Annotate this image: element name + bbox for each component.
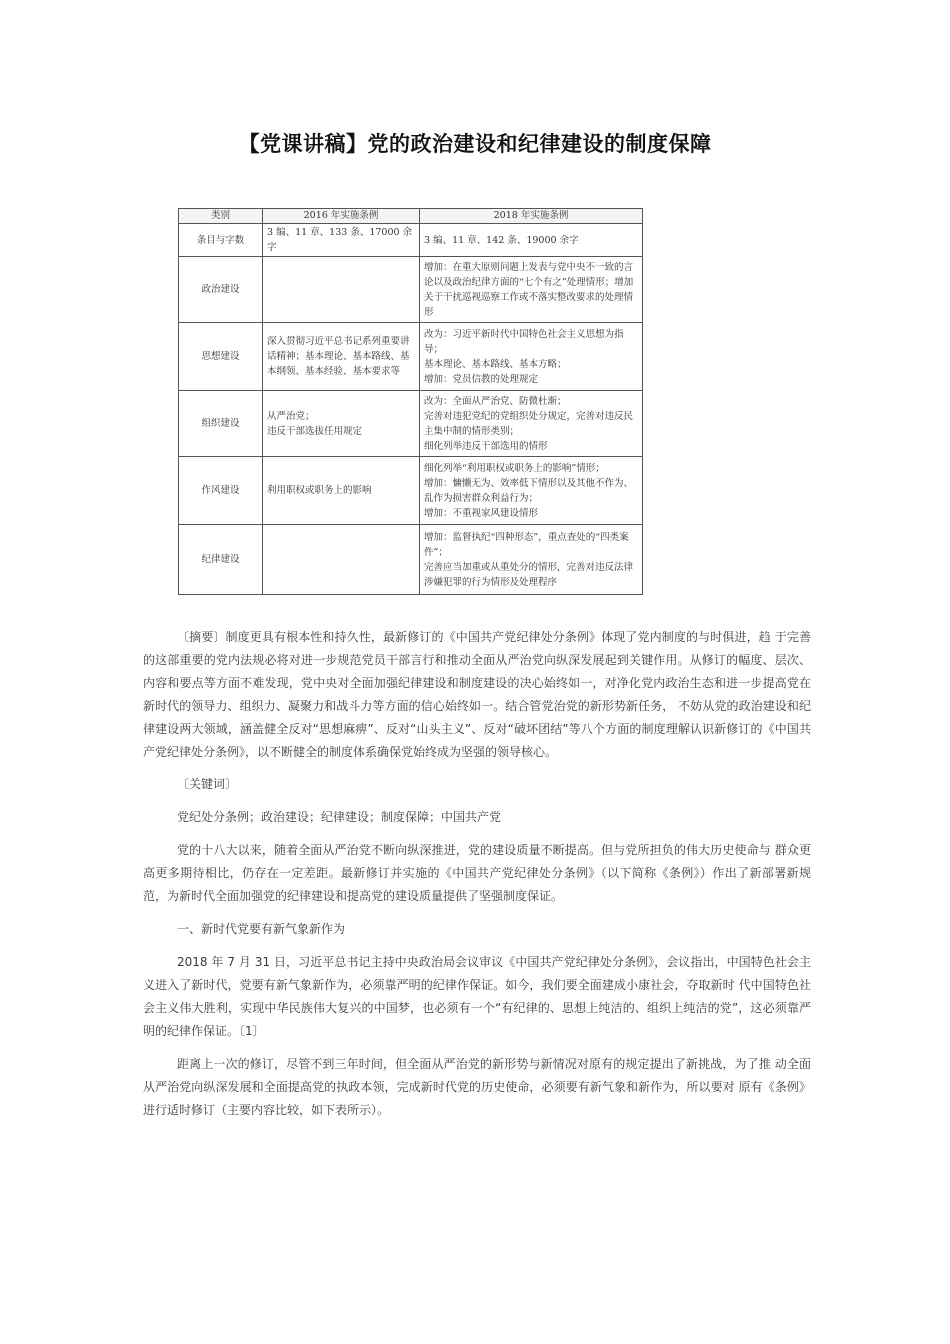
cell-line: 增加：不重视家风建设情形: [424, 507, 539, 519]
cell-line: 改为：习近平新时代中国特色社会主义思想为指导；: [424, 328, 624, 355]
cell-2016: [263, 525, 420, 595]
cell-line: 3 编、11 章、142 条、19000 余字: [424, 234, 579, 246]
cell-line: 改为：全面从严治党、防微杜渐；: [424, 395, 567, 407]
table-row: [179, 457, 643, 525]
category-cell: 作风建设: [179, 457, 263, 525]
comparison-table-figure: [178, 208, 642, 595]
header-2018: 2018 年实施条例: [420, 209, 643, 224]
table-row: [179, 224, 643, 257]
cell-2016: [263, 391, 420, 457]
cell-line: 增加：党员信教的处理规定: [424, 373, 539, 385]
table-row: [179, 525, 643, 595]
cell-line: 增加：在重大原则问题上发表与党中央不一致的言论以及政治纪律方面的“七个有之”处理情形；增加关于干扰巡视巡察工作或不落实整改要求的处理情形: [424, 261, 634, 318]
cell-line: 3 编、11 章、133 条、17000 余字: [267, 227, 413, 253]
cell-2018: [420, 257, 643, 323]
keywords-list: 党纪处分条例；政治建设；纪律建设；制度保障；中国共产党: [177, 810, 502, 824]
cell-2016: [263, 323, 420, 391]
cell-2016: [263, 224, 420, 257]
table-row: [179, 257, 643, 323]
cell-line: 深入贯彻习近平总书记系列重要讲话精神；基本理论、基本路线、基本纲领、基本经验、基本要求等: [267, 336, 410, 377]
table-row: [179, 323, 643, 391]
cell-line: 增加：监督执纪“四种形态”，重点查处的“四类案件”；: [424, 531, 629, 558]
category-cell: 条目与字数: [179, 224, 263, 257]
comparison-table: [178, 208, 643, 595]
cell-line: 从严治党；: [267, 410, 315, 422]
revision-paragraph: 距离上一次的修订，尽管不到三年时间，但全面从严治党的新形势与新情况对原有的规定提出了新挑战，为了推 动全面从严治党向纵深发展和全面提高党的执政本领，完成新时代党的历史使命，必须要有新气象和新作为，所以要对 原有《条例》进行适时修订（主要内容比较，如下表所示）。: [143, 1057, 811, 1117]
category-cell: 政治建设: [179, 257, 263, 323]
category-cell: 纪律建设: [179, 525, 263, 595]
cell-line: 违反干部选拔任用规定: [267, 425, 363, 437]
cell-line: 利用职权或职务上的影响: [267, 485, 372, 496]
cell-line: 完善对违犯党纪的党组织处分规定，完善对违反民主集中制的情形类别；: [424, 410, 634, 437]
cell-2018: [420, 224, 643, 257]
table-row: [179, 391, 643, 457]
intro-paragraph: 党的十八大以来，随着全面从严治党不断向纵深推进，党的建设质量不断提高。但与党所担负的伟大历史使命与 群众更高更多期待相比，仍存在一定差距。最新修订并实施的《中国共产党纪律处分条例》（以下简称《条例》）作出了新部署新规范，为新时代全面加强党的纪律建设和提高党的建设质量提供了坚强制度保证。: [143, 843, 811, 903]
category-cell: 组织建设: [179, 391, 263, 457]
table-header-row: [179, 209, 643, 224]
meeting-paragraph: 2018 年 7 月 31 日，习近平总书记主持中央政治局会议审议《中国共产党纪律处分条例》，会议指出，中国特色社会主义进入了新时代，党要有新气象新作为，必须靠严明的纪律作保证。如今，我们要全面建成小康社会，夺取新时 代中国特色社会主义伟大胜利，实现中华民族伟大复兴的中国梦，也必须有一个“有纪律的、思想上纯洁的、组织上纯洁的党”，这必须靠严明的纪律作保证。〔1〕: [143, 955, 811, 1038]
cell-2018: [420, 457, 643, 525]
cell-2016: [263, 257, 420, 323]
cell-2016: [263, 457, 420, 525]
cell-line: 完善应当加重或从重处分的情形，完善对违反法律涉嫌犯罪的行为情形及处理程序: [424, 561, 634, 588]
cell-2018: [420, 525, 643, 595]
keywords-heading: 〔关键词〕: [177, 777, 238, 791]
abstract-paragraph: 〔摘要〕制度更具有根本性和持久性，最新修订的《中国共产党纪律处分条例》体现了党内制度的与时俱进，趋 于完善的这部重要的党内法规必将对进一步规范党员干部言行和推动全面从严治党向纵深发展起到关键作用。从修订的幅度、层次、内容和要点等方面不难发现，党中央对全面加强纪律建设和制度建设的决心始终如一，对净化党内政治生态和进一步提高党在新时代的领导力、组织力、凝聚力和战斗力等方面的信心始终如一。结合管党治党的新形势新任务， 不妨从党的政治建设和纪律建设两大领域，涵盖健全反对“思想麻痹”、反对“山头主义”、反对“破坏团结”等八个方面的制度理解认识新修订的《中国共产党纪律处分条例》，以不断健全的制度体系确保党始终成为坚强的领导核心。: [143, 630, 811, 759]
cell-line: 细化列举违反干部选用的情形: [424, 440, 548, 452]
cell-line: 基本理论、基本路线、基本方略；: [424, 358, 567, 370]
header-2016: 2016 年实施条例: [263, 209, 420, 224]
category-cell: 思想建设: [179, 323, 263, 391]
header-category: 类别: [179, 209, 263, 224]
section-heading-1: 一、新时代党要有新气象新作为: [177, 922, 346, 936]
cell-2018: [420, 391, 643, 457]
cell-line: 增加：慵懒无为、效率低下情形以及其他不作为、乱作为损害群众利益行为；: [424, 477, 634, 504]
cell-2018: [420, 323, 643, 391]
page-title: 【党课讲稿】党的政治建设和纪律建设的制度保障: [238, 132, 712, 156]
cell-line: 细化列举“利用职权或职务上的影响”情形；: [424, 462, 605, 474]
